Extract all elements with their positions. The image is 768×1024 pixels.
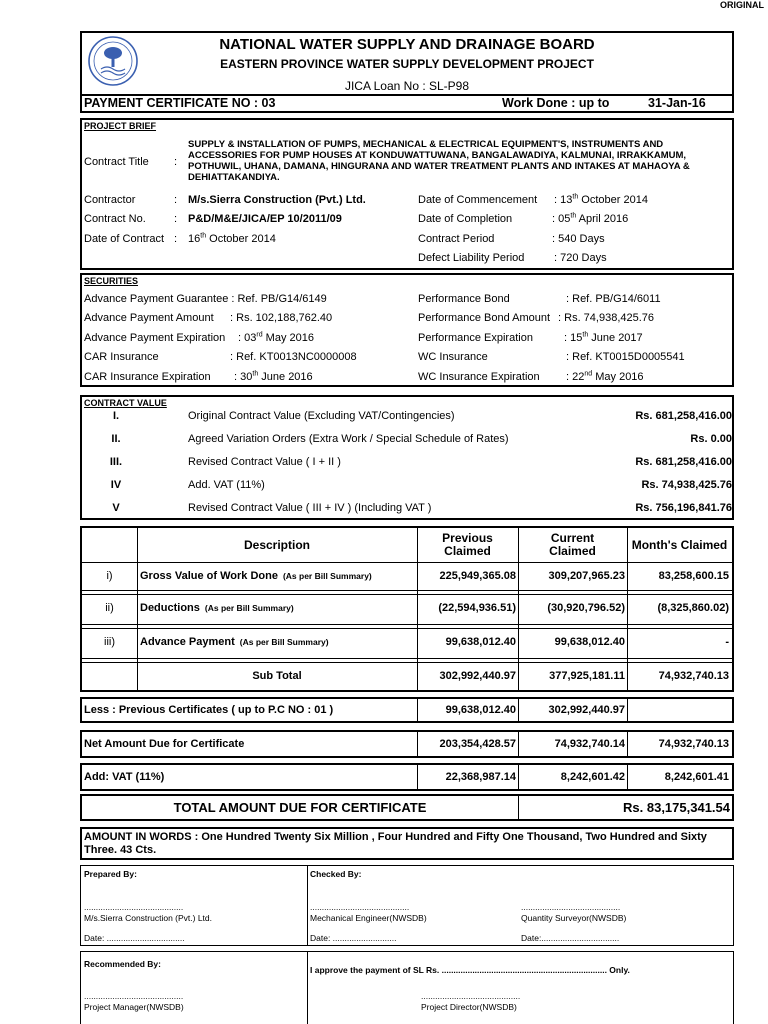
- apg-label: Advance Payment Guarantee : Ref. PB/G14/6149: [84, 293, 327, 305]
- ape-value: : 03rd May 2016: [238, 331, 314, 344]
- header-months-claimed: Month's Claimed: [631, 538, 728, 552]
- performance-bond-label: Performance Bond: [418, 293, 510, 305]
- cv-row-desc: Agreed Variation Orders (Extra Work / Special Schedule of Rates): [188, 433, 509, 445]
- checked-name: Mechanical Engineer(NWSDB): [310, 913, 427, 923]
- less-previous-label: Less : Previous Certificates ( up to P.C NO : 01 ): [84, 704, 334, 716]
- net-amount-label: Net Amount Due for Certificate: [84, 738, 245, 750]
- vat-row: [80, 763, 734, 791]
- table-row-month: (8,325,860.02): [657, 602, 729, 614]
- contract-period-value: : 540 Days: [552, 233, 605, 245]
- wc-expiration-value: : 22nd May 2016: [566, 370, 644, 383]
- defect-liability-label: Defect Liability Period: [418, 252, 525, 264]
- table-row-num: i): [106, 570, 113, 582]
- car-expiration-value: : 30th June 2016: [234, 370, 313, 383]
- cv-row-num: IV: [110, 479, 122, 491]
- subtotal-previous: 302,992,440.97: [439, 670, 516, 682]
- table-row-month: 83,258,600.15: [658, 570, 729, 582]
- project-title: EASTERN PROVINCE WATER SUPPLY DEVELOPMENT PROJECT: [220, 57, 594, 71]
- table-row-desc: Advance Payment (As per Bill Summary): [140, 636, 329, 648]
- contract-no-label: Contract No.: [84, 213, 146, 225]
- car-value: : Ref. KT0013NC0000008: [230, 351, 357, 363]
- prepared-by-label: Prepared By:: [84, 869, 137, 879]
- vat-prev: 22,368,987.14: [445, 771, 516, 783]
- cv-row-amount: Rs. 756,196,841.76: [635, 502, 732, 514]
- performance-bond-amount-value: : Rs. 74,938,425.76: [558, 312, 655, 324]
- checked-by-label: Checked By:: [310, 869, 362, 879]
- table-row-month: -: [725, 636, 729, 648]
- qs-dots: ..........................................: [521, 902, 621, 912]
- ape-label: Advance Payment Expiration: [84, 332, 226, 344]
- wc-expiration-label: WC Insurance Expiration: [418, 371, 540, 383]
- apa-label: Advance Payment Amount: [84, 312, 214, 324]
- subtotal-month: 74,932,740.13: [658, 670, 729, 682]
- amount-in-words: AMOUNT IN WORDS : One Hundred Twenty Six Million , Four Hundred and Fifty One Thousand, Two Hundred and Sixty Three. 43 Cts.: [84, 831, 707, 856]
- signature-block-approval: [80, 951, 734, 1024]
- net-amount-row: [80, 730, 734, 758]
- certificate-number: PAYMENT CERTIFICATE NO : 03: [84, 96, 276, 110]
- cv-row-desc: Revised Contract Value ( III + IV ) (Including VAT ): [188, 502, 432, 514]
- cv-row-num: V: [112, 502, 120, 514]
- table-row-prev: (22,594,936.51): [438, 602, 516, 614]
- work-done-label: Work Done : up to: [502, 96, 610, 110]
- table-row-num: iii): [104, 636, 115, 648]
- header-previous-claimed: Previous Claimed: [442, 531, 493, 558]
- less-previous-prev: 99,638,012.40: [445, 704, 516, 716]
- subtotal-label: Sub Total: [252, 670, 302, 682]
- wc-insurance-value: : Ref. KT0015D0005541: [566, 351, 685, 363]
- vat-month: 8,242,601.41: [664, 771, 729, 783]
- contract-value-heading: CONTRACT VALUE: [84, 398, 167, 408]
- qs-name: Quantity Surveyor(NWSDB): [521, 913, 627, 923]
- securities-heading: SECURITIES: [84, 276, 139, 286]
- total-label: TOTAL AMOUNT DUE FOR CERTIFICATE: [173, 800, 427, 815]
- completion-value: : 05th April 2016: [552, 212, 629, 225]
- table-row-curr: 99,638,012.40: [554, 636, 625, 648]
- net-amount-month: 74,932,740.13: [658, 738, 729, 750]
- commencement-label: Date of Commencement: [418, 194, 538, 206]
- cv-row-desc: Add. VAT (11%): [188, 479, 265, 491]
- original-stamp: ORIGINAL: [720, 0, 764, 10]
- loan-number: JICA Loan No : SL-P98: [344, 79, 470, 93]
- prepared-dots: ..........................................: [84, 902, 184, 912]
- subtotal-current: 377,925,181.11: [549, 670, 625, 682]
- contract-title-label: Contract Title: [84, 156, 149, 168]
- performance-bond-value: : Ref. PB/G14/6011: [566, 293, 661, 305]
- securities-box: [80, 273, 734, 387]
- table-row-prev: 99,638,012.40: [445, 636, 516, 648]
- completion-label: Date of Completion: [418, 213, 513, 225]
- prepared-date: Date: .................................: [84, 933, 185, 943]
- approval-text: I approve the payment of SL Rs. ...................................................................... Only.: [310, 965, 630, 975]
- pm-name: Project Manager(NWSDB): [84, 1002, 184, 1012]
- amount-in-words-box: [80, 827, 734, 860]
- cv-row-num: II.: [111, 433, 121, 445]
- date-of-contract-label: Date of Contract: [84, 233, 165, 245]
- org-title: NATIONAL WATER SUPPLY AND DRAINAGE BOARD: [219, 36, 595, 53]
- cv-row-amount: Rs. 0.00: [690, 433, 732, 445]
- header-box: [80, 31, 734, 113]
- header-description: Description: [243, 538, 310, 552]
- table-row-desc: Gross Value of Work Done (As per Bill Summary): [140, 570, 372, 582]
- prepared-name: M/s.Sierra Construction (Pvt.) Ltd.: [84, 913, 213, 923]
- pm-dots: ..........................................: [84, 991, 184, 1001]
- project-brief-box: PROJECT BRIEF Contract Title : SUPPLY & INSTALLATION OF PUMPS, MECHANICAL & ELECTRICAL EQUIPMENT'S, INSTRUMENTS AND ACCESSORIES FOR PUMP HOUSES AT KONDUWATTUWANA, BANGALAWADIYA, KALMUNAI, IRRAKKAMUM, POTHUWIL, UHANA, DAMANA, HINGURANA AND WATER TREATMENT PLANTS AND INTAKES AT MAHAOYA & DEHIATTAKANDIYA. Contractor : M/s.Sierra Construction (Pvt.) Ltd. Contract No. : P&D/M&E/JICA/EP 10/2011/09 Date of Contract : 16th October 2014 Date of Commencement : 13th October 2014 Date of Completion : 05th April 2016 Contract Period : 540 Days Defect Liability Period : 720 Days: [80, 118, 734, 270]
- qs-date: Date:.................................: [521, 933, 620, 943]
- date-of-contract-value: 16th October 2014: [188, 232, 276, 245]
- car-label: CAR Insurance: [84, 351, 159, 363]
- commencement-value: : 13th October 2014: [554, 193, 648, 206]
- recommended-by-label: Recommended By:: [84, 959, 161, 969]
- checked-date: Date: ...........................: [310, 933, 397, 943]
- table-row-num: ii): [105, 602, 114, 614]
- defect-liability-value: : 720 Days: [554, 252, 607, 264]
- contract-no-value: P&D/M&E/JICA/EP 10/2011/09: [188, 213, 342, 225]
- table-row-curr: 309,207,965.23: [548, 570, 625, 582]
- cv-row-amount: Rs. 74,938,425.76: [641, 479, 732, 491]
- car-expiration-label: CAR Insurance Expiration: [84, 371, 211, 383]
- less-previous-curr: 302,992,440.97: [548, 704, 625, 716]
- table-row-desc: Deductions (As per Bill Summary): [140, 602, 294, 614]
- contractor-label: Contractor: [84, 194, 136, 206]
- signature-block-prepared: [80, 865, 734, 946]
- apa-value: : Rs. 102,188,762.40: [230, 312, 333, 324]
- header-current-claimed: Current Claimed: [549, 531, 596, 558]
- cv-row-amount: Rs. 681,258,416.00: [635, 410, 732, 422]
- wc-insurance-label: WC Insurance: [418, 351, 488, 363]
- cv-row-amount: Rs. 681,258,416.00: [635, 456, 732, 468]
- contractor-value: M/s.Sierra Construction (Pvt.) Ltd.: [188, 194, 366, 206]
- project-brief-heading: PROJECT BRIEF: [84, 121, 157, 131]
- total-row: [80, 794, 734, 821]
- pd-dots: ..........................................: [421, 991, 521, 1001]
- performance-expiration-label: Performance Expiration: [418, 332, 533, 344]
- contract-value-box: [80, 395, 734, 520]
- net-amount-prev: 203,354,428.57: [439, 738, 516, 750]
- performance-bond-amount-label: Performance Bond Amount: [418, 312, 551, 324]
- table-row-curr: (30,920,796.52): [547, 602, 625, 614]
- vat-curr: 8,242,601.42: [560, 771, 625, 783]
- checked-dots: ..........................................: [310, 902, 410, 912]
- total-value: Rs. 83,175,341.54: [623, 800, 730, 815]
- less-previous-row: [80, 697, 734, 723]
- claims-table: [80, 526, 734, 692]
- contract-title-value: SUPPLY & INSTALLATION OF PUMPS, MECHANICAL & ELECTRICAL EQUIPMENT'S, INSTRUMENTS AND ACCESSORIES FOR PUMP HOUSES AT KONDUWATTUWANA, BANGALAWADIYA, KALMUNAI, IRRAKKAMUM, POTHUWIL, UHANA, DAMANA, HINGURANA AND WATER TREATMENT PLANTS AND INTAKES AT MAHAOYA & DEHIATTAKANDIYA.: [188, 139, 690, 183]
- performance-expiration-value: : 15th June 2017: [564, 331, 643, 344]
- net-amount-curr: 74,932,740.14: [554, 738, 625, 750]
- contract-period-label: Contract Period: [418, 233, 495, 245]
- table-row-prev: 225,949,365.08: [439, 570, 516, 582]
- cv-row-desc: Revised Contract Value ( I + II ): [188, 456, 341, 468]
- work-done-date: 31-Jan-16: [648, 96, 706, 110]
- pd-name: Project Director(NWSDB): [421, 1002, 517, 1012]
- cv-row-desc: Original Contract Value (Excluding VAT/Contingencies): [188, 410, 455, 422]
- cv-row-num: I.: [112, 410, 120, 422]
- vat-label: Add: VAT (11%): [84, 771, 165, 783]
- cv-row-num: III.: [109, 456, 123, 468]
